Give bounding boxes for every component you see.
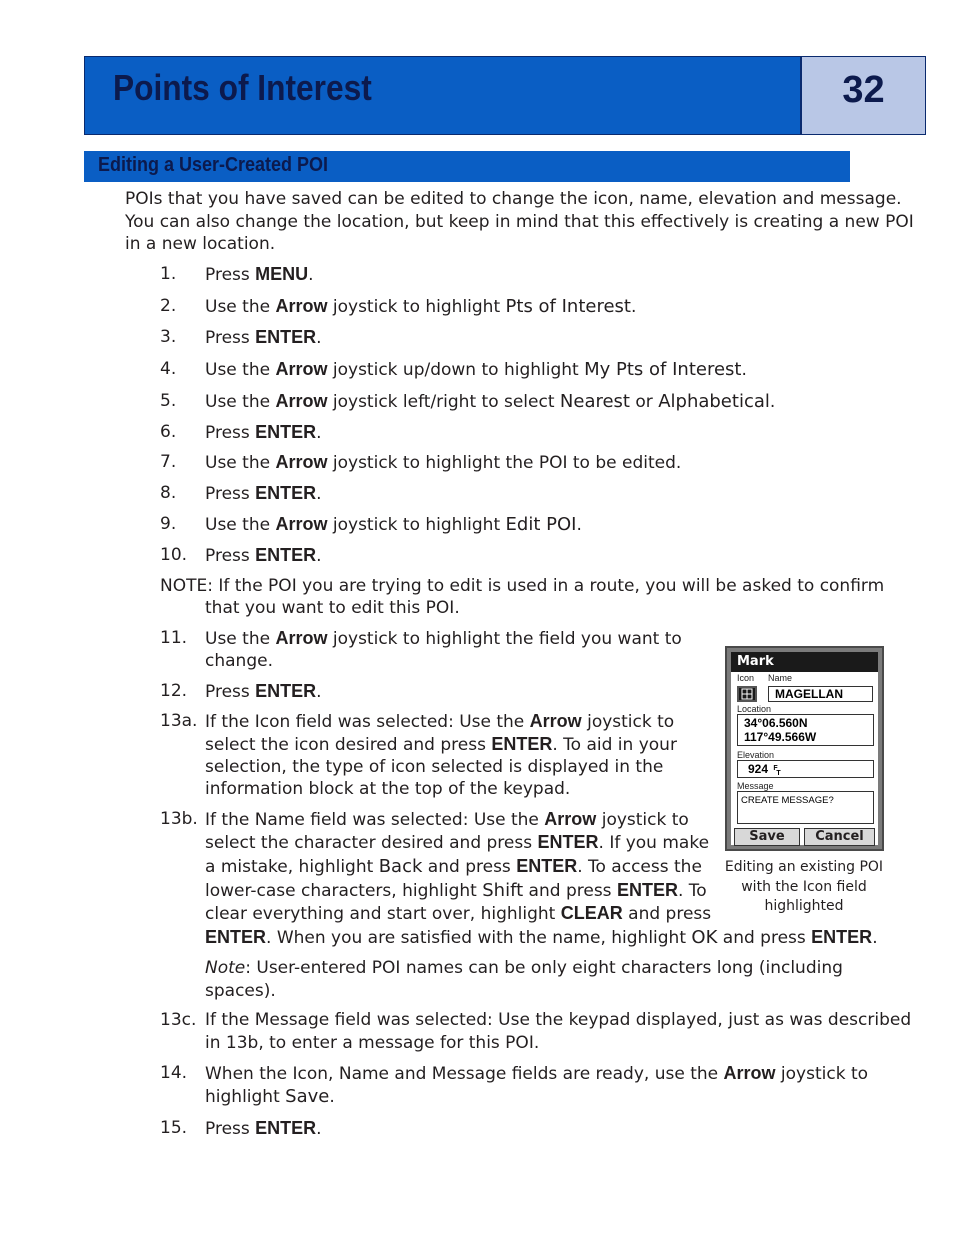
step-13c-line-2: in 13b, to enter a message for this POI.: [205, 1033, 540, 1053]
message-field[interactable]: CREATE MESSAGE?: [737, 791, 874, 824]
elevation-unit: F T: [773, 765, 781, 777]
icon-label: Icon: [737, 673, 755, 683]
step-9: Use the Arrow joystick to highlight Edit POI.: [205, 514, 582, 535]
step-number: 4.: [160, 359, 177, 379]
step-12: Press ENTER.: [205, 681, 322, 702]
device-screenshot: [725, 646, 884, 851]
page-header: [84, 56, 926, 135]
poi-grid-icon: [739, 688, 755, 700]
elevation-label: Elevation: [737, 750, 775, 760]
intro-line-2: You can also change the location, but keep in mind that this effectively is creating a new POI: [125, 212, 914, 232]
step-11: Use the Arrow joystick to highlight the field you want to: [205, 628, 682, 649]
step-7: Use the Arrow joystick to highlight the POI to be edited.: [205, 452, 682, 473]
name-label: Name: [768, 673, 793, 683]
step-13a-line-1: If the Icon field was selected: Use the Arrow joystick to: [205, 711, 675, 732]
step-number: 13a.: [160, 711, 198, 731]
step-15: Press ENTER.: [205, 1118, 322, 1139]
screen-title: Mark: [731, 652, 878, 672]
step-14-line-2: highlight Save.: [205, 1086, 335, 1107]
latitude: 34°06.560N: [744, 716, 808, 730]
note-line-1: NOTE: If the POI you are trying to edit is used in a route, you will be asked to confirm: [160, 576, 885, 596]
step-number: 2.: [160, 296, 177, 316]
step-number: 10.: [160, 545, 188, 565]
step-number: 1.: [160, 264, 177, 284]
longitude: 117°49.566W: [744, 730, 817, 744]
step-13b-line-3: a mistake, highlight Back and press ENTER. To access the: [205, 856, 702, 877]
location-label: Location: [737, 704, 772, 714]
location-field[interactable]: [737, 714, 874, 746]
page-title: Points of Interest: [113, 67, 372, 108]
intro-line-3: in a new location.: [125, 234, 276, 254]
cancel-button[interactable]: Cancel: [804, 828, 875, 846]
step-13a-line-4: information block at the top of the keypad.: [205, 779, 571, 799]
step-13b-line-4: lower-case characters, highlight Shift and press ENTER. To: [205, 880, 707, 901]
step-number: 12.: [160, 681, 188, 701]
page-number: 32: [842, 69, 885, 111]
step-number: 6.: [160, 422, 177, 442]
elevation-value: 924: [748, 762, 769, 776]
page-number-box: [800, 57, 925, 134]
step-5: Use the Arrow joystick left/right to select Nearest or Alphabetical.: [205, 391, 776, 412]
note-line-2: that you want to edit this POI.: [205, 598, 460, 618]
step-13b-line-5: clear everything and start over, highlight CLEAR and press: [205, 903, 712, 924]
step-13b-line-2: select the character desired and press ENTER. If you make: [205, 832, 710, 853]
figure-caption: Editing an existing POI with the Icon field highlighted: [724, 859, 884, 914]
save-button[interactable]: Save: [734, 828, 800, 846]
step-11-line-2: change.: [205, 651, 273, 671]
step-13a-line-2: select the icon desired and press ENTER. To aid in your: [205, 734, 677, 755]
section-title: Editing a User-Created POI: [98, 154, 329, 176]
step-1: Press MENU.: [205, 264, 314, 285]
step-number: 3.: [160, 327, 177, 347]
step-8: Press ENTER.: [205, 483, 322, 504]
step-14-line-1: When the Icon, Name and Message fields are ready, use the Arrow joystick to: [205, 1063, 869, 1084]
step-13b-note-line-2: spaces).: [205, 981, 276, 1001]
step-number: 11.: [160, 628, 188, 648]
step-number: 8.: [160, 483, 177, 503]
step-6: Press ENTER.: [205, 422, 322, 443]
step-4: Use the Arrow joystick up/down to highlight My Pts of Interest.: [205, 359, 747, 380]
step-13b-note-line-1: Note: User-entered POI names can be only eight characters long (including: [205, 958, 843, 978]
step-13a-line-3: selection, the type of icon selected is displayed in the: [205, 757, 664, 777]
step-number: 5.: [160, 391, 177, 411]
step-3: Press ENTER.: [205, 327, 322, 348]
step-13b-line-1: If the Name field was selected: Use the Arrow joystick to: [205, 809, 689, 830]
step-number: 7.: [160, 452, 177, 472]
section-heading-bar: [84, 151, 850, 182]
device-screen: [731, 652, 878, 845]
step-13c-line-1: If the Message field was selected: Use the keypad displayed, just as was described: [205, 1010, 912, 1030]
step-number: 14.: [160, 1063, 188, 1083]
intro-line-1: POIs that you have saved can be edited to change the icon, name, elevation and message.: [125, 189, 902, 209]
message-label: Message: [737, 781, 774, 791]
step-number: 9.: [160, 514, 177, 534]
name-field[interactable]: MAGELLAN: [768, 686, 873, 702]
step-number: 13c.: [160, 1010, 197, 1030]
step-13b-line-6: ENTER. When you are satisfied with the name, highlight OK and press ENTER.: [205, 927, 878, 948]
step-number: 15.: [160, 1118, 188, 1138]
step-number: 13b.: [160, 809, 198, 829]
poi-icon-field[interactable]: [737, 686, 757, 702]
step-2: Use the Arrow joystick to highlight Pts of Interest.: [205, 296, 637, 317]
elevation-field[interactable]: [737, 760, 874, 778]
step-10: Press ENTER.: [205, 545, 322, 566]
